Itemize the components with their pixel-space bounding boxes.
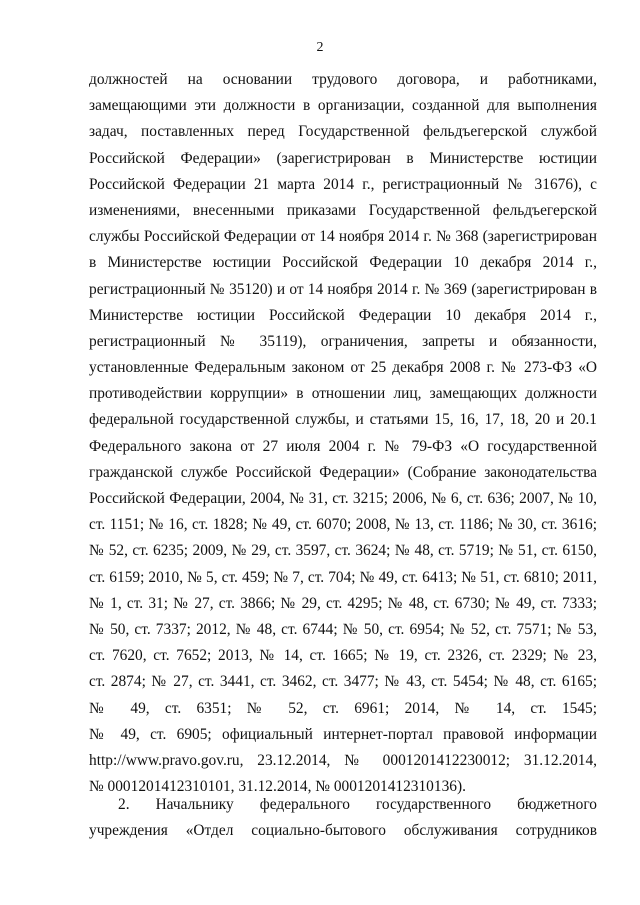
text-line: регистрационный № 35120) и от 14 ноября 2014 г. № 369 (зарегистрирован в <box>89 280 597 298</box>
text-line: должностей на основании трудового договора, и работниками, <box>89 71 597 88</box>
paragraph-2 <box>89 792 597 844</box>
text-line: № 49, ст. 6351; № 52, ст. 6961; 2014, № 14, ст. 1545; <box>89 699 597 717</box>
text-line: № 52, ст. 6235; 2009, № 29, ст. 3597, ст. 3624; № 48, ст. 5719; № 51, ст. 6150, <box>89 542 597 560</box>
text-line: федеральной государственной службы, и статьями 15, 16, 17, 18, 20 и 20.1 <box>89 411 597 429</box>
text-line: ст. 7620, ст. 7652; 2013, № 14, ст. 1665; № 19, ст. 2326, ст. 2329; № 23, <box>89 647 597 665</box>
text-line: Министерстве юстиции Российской Федерации 10 декабря 2014 г., <box>89 306 597 324</box>
text-line: учреждения «Отдел социально-бытового обслуживания сотрудников <box>89 822 597 840</box>
text-line: Российской Федерации, 2004, № 31, ст. 3215; 2006, № 6, ст. 636; 2007, № 10, <box>89 490 597 507</box>
page-number: 2 <box>316 40 324 55</box>
text-line: ст. 6159; 2010, № 5, ст. 459; № 7, ст. 704; № 49, ст. 6413; № 51, ст. 6810; 2011, <box>89 568 597 586</box>
text-line: замещающими эти должности в организации, созданной для выполнения <box>89 97 597 115</box>
text-line: регистрационный № 35119), ограничения, запреты и обязанности, <box>89 332 597 350</box>
text-line: Федерального закона от 27 июля 2004 г. № 79-ФЗ «О государственной <box>89 437 597 455</box>
text-line: изменениями, внесенными приказами Государственной фельдъегерской <box>89 201 597 219</box>
text-line: гражданской службе Российской Федерации» (Собрание законодательства <box>89 463 597 481</box>
text-line: № 1, ст. 31; № 27, ст. 3866; № 29, ст. 4295; № 48, ст. 6730; № 49, ст. 7333; <box>89 594 597 612</box>
text-line: № 50, ст. 7337; 2012, № 48, ст. 6744; № 50, ст. 6954; № 52, ст. 7571; № 53, <box>89 620 597 638</box>
paragraph-1 <box>89 67 597 800</box>
text-line: Российской Федерации 21 марта 2014 г., регистрационный № 31676), с <box>89 175 597 193</box>
text-line: службы Российской Федерации от 14 ноября 2014 г. № 368 (зарегистрирован <box>89 228 597 246</box>
text-line: 2. Начальнику федерального государственного бюджетного <box>118 796 597 813</box>
text-line: в Министерстве юстиции Российской Федерации 10 декабря 2014 г., <box>89 254 597 272</box>
text-line: № 0001201412310101, 31.12.2014, № 0001201412310136). <box>89 778 466 796</box>
text-line: ст. 2874; № 27, ст. 3441, ст. 3462, ст. 3477; № 43, ст. 5454; № 48, ст. 6165; <box>89 673 597 691</box>
text-line: противодействии коррупции» в отношении лиц, замещающих должности <box>89 385 597 403</box>
text-line: http://www.pravo.gov.ru, 23.12.2014, № 0001201412230012; 31.12.2014, <box>89 751 597 769</box>
text-line: № 49, ст. 6905; официальный интернет-портал правовой информации <box>89 725 597 743</box>
text-line: Российской Федерации» (зарегистрирован в Министерстве юстиции <box>89 149 597 167</box>
text-line: установленные Федеральным законом от 25 декабря 2008 г. № 273-ФЗ «О <box>89 359 597 377</box>
text-line: ст. 1151; № 16, ст. 1828; № 49, ст. 6070; 2008, № 13, ст. 1186; № 30, ст. 3616; <box>89 516 597 534</box>
text-line: задач, поставленных перед Государственной фельдъегерской службой <box>89 123 597 141</box>
